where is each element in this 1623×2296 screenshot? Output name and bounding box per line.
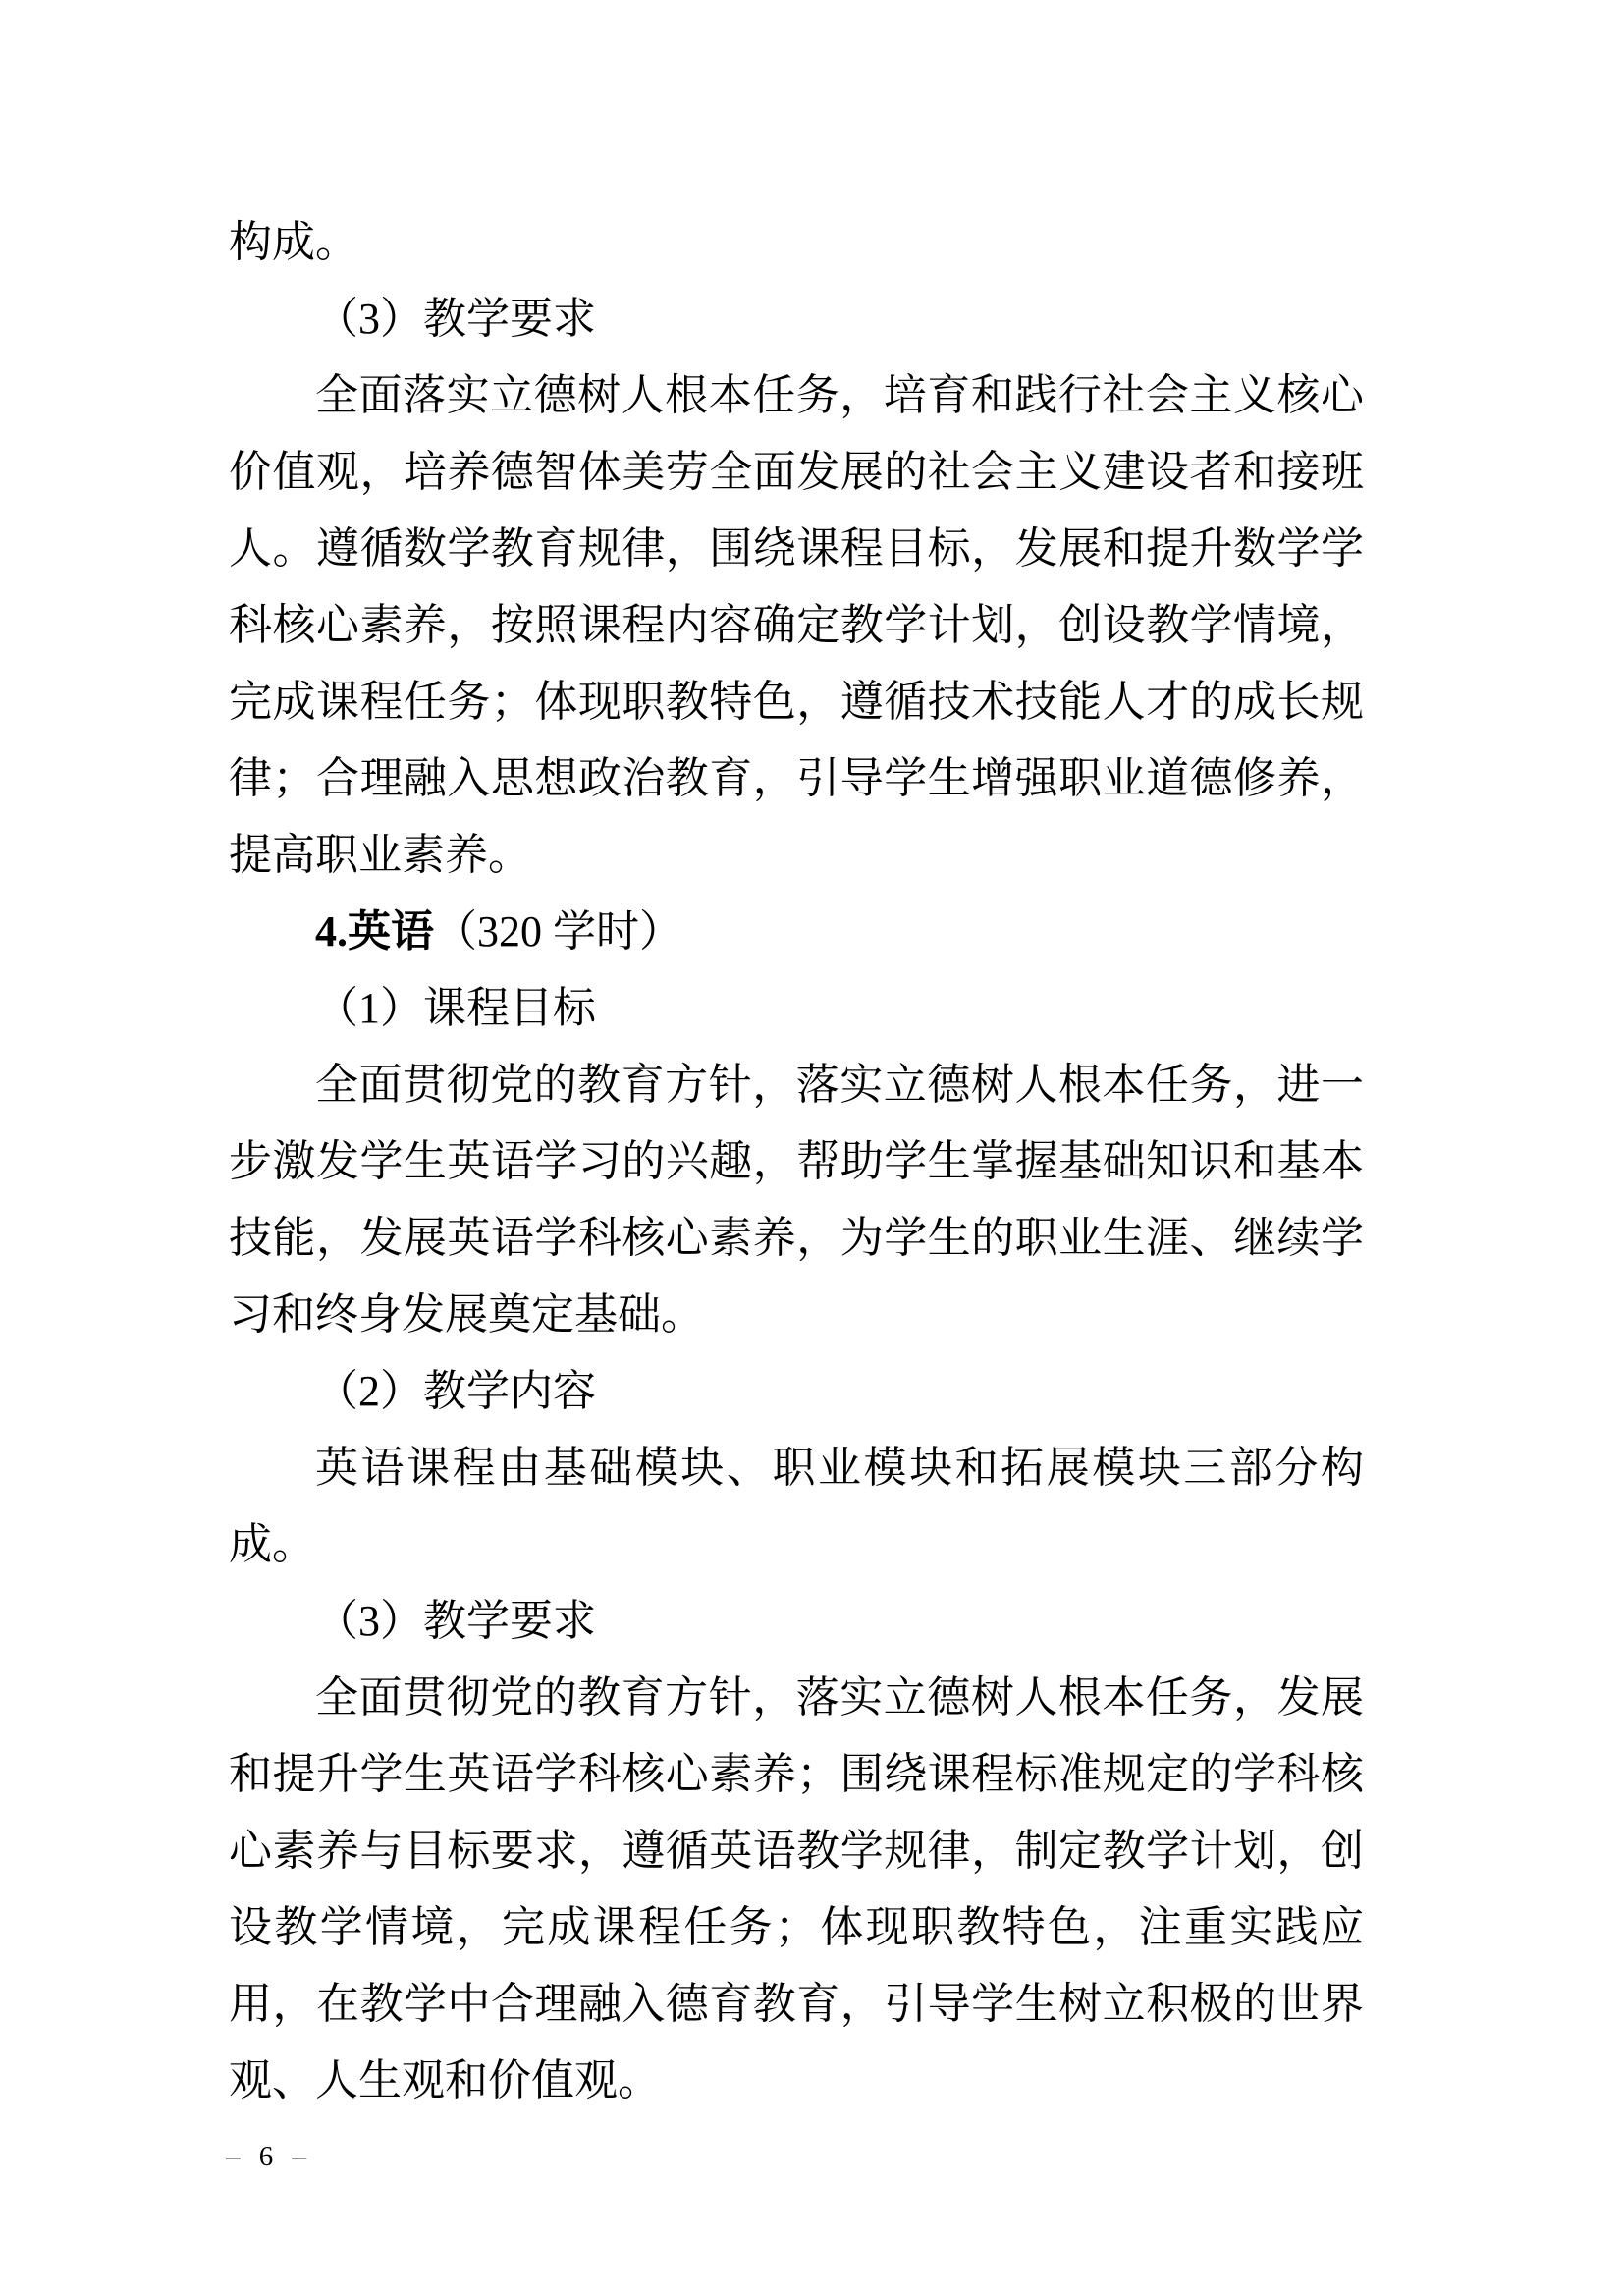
heading-teaching-content-english: （2）教学内容 [315, 1367, 596, 1415]
paragraph-continuation: 构成。 [229, 218, 358, 266]
paragraph-english-course-objectives: 全面贯彻党的教育方针，落实立德树人根本任务，进一步激发学生英语学习的兴趣，帮助学生掌握基础知识和基本技能，发展英语学科核心素养，为学生的职业生涯、继续学习和终身发展奠定基础。 [229, 1061, 1364, 1339]
heading-course-objectives-english: （1）课程目标 [315, 984, 596, 1032]
heading-english-course-number: 4.英语 [315, 907, 434, 956]
heading-english-course [229, 894, 1364, 970]
heading-teaching-requirements-math: （3）教学要求 [315, 295, 596, 343]
document-body [229, 204, 1364, 2119]
page-number: – 6 – [226, 2141, 312, 2172]
paragraph-math-teaching-requirements: 全面落实立德树人根本任务，培育和践行社会主义核心价值观，培养德智体美劳全面发展的社会主义建设者和接班人。遵循数学教育规律，围绕课程目标，发展和提升数学学科核心素养，按照课程内容确定教学计划，创设教学情境，完成课程任务；体现职教特色，遵循技术技能人才的成长规律；合理融入思想政治教育，引导学生增强职业道德修养，提高职业素养。 [229, 371, 1364, 879]
paragraph-english-teaching-requirements: 全面贯彻党的教育方针，落实立德树人根本任务，发展和提升学生英语学科核心素养；围绕课程标准规定的学科核心素养与目标要求，遵循英语教学规律，制定教学计划，创设教学情境，完成课程任务；体现职教特色，注重实践应用，在教学中合理融入德育教育，引导学生树立积极的世界观、人生观和价值观。 [229, 1673, 1364, 2105]
heading-teaching-requirements-english: （3）教学要求 [315, 1597, 596, 1645]
paragraph-english-teaching-content: 英语课程由基础模块、职业模块和拓展模块三部分构成。 [229, 1444, 1364, 1568]
heading-english-course-hours: （320 学时） [434, 907, 682, 956]
